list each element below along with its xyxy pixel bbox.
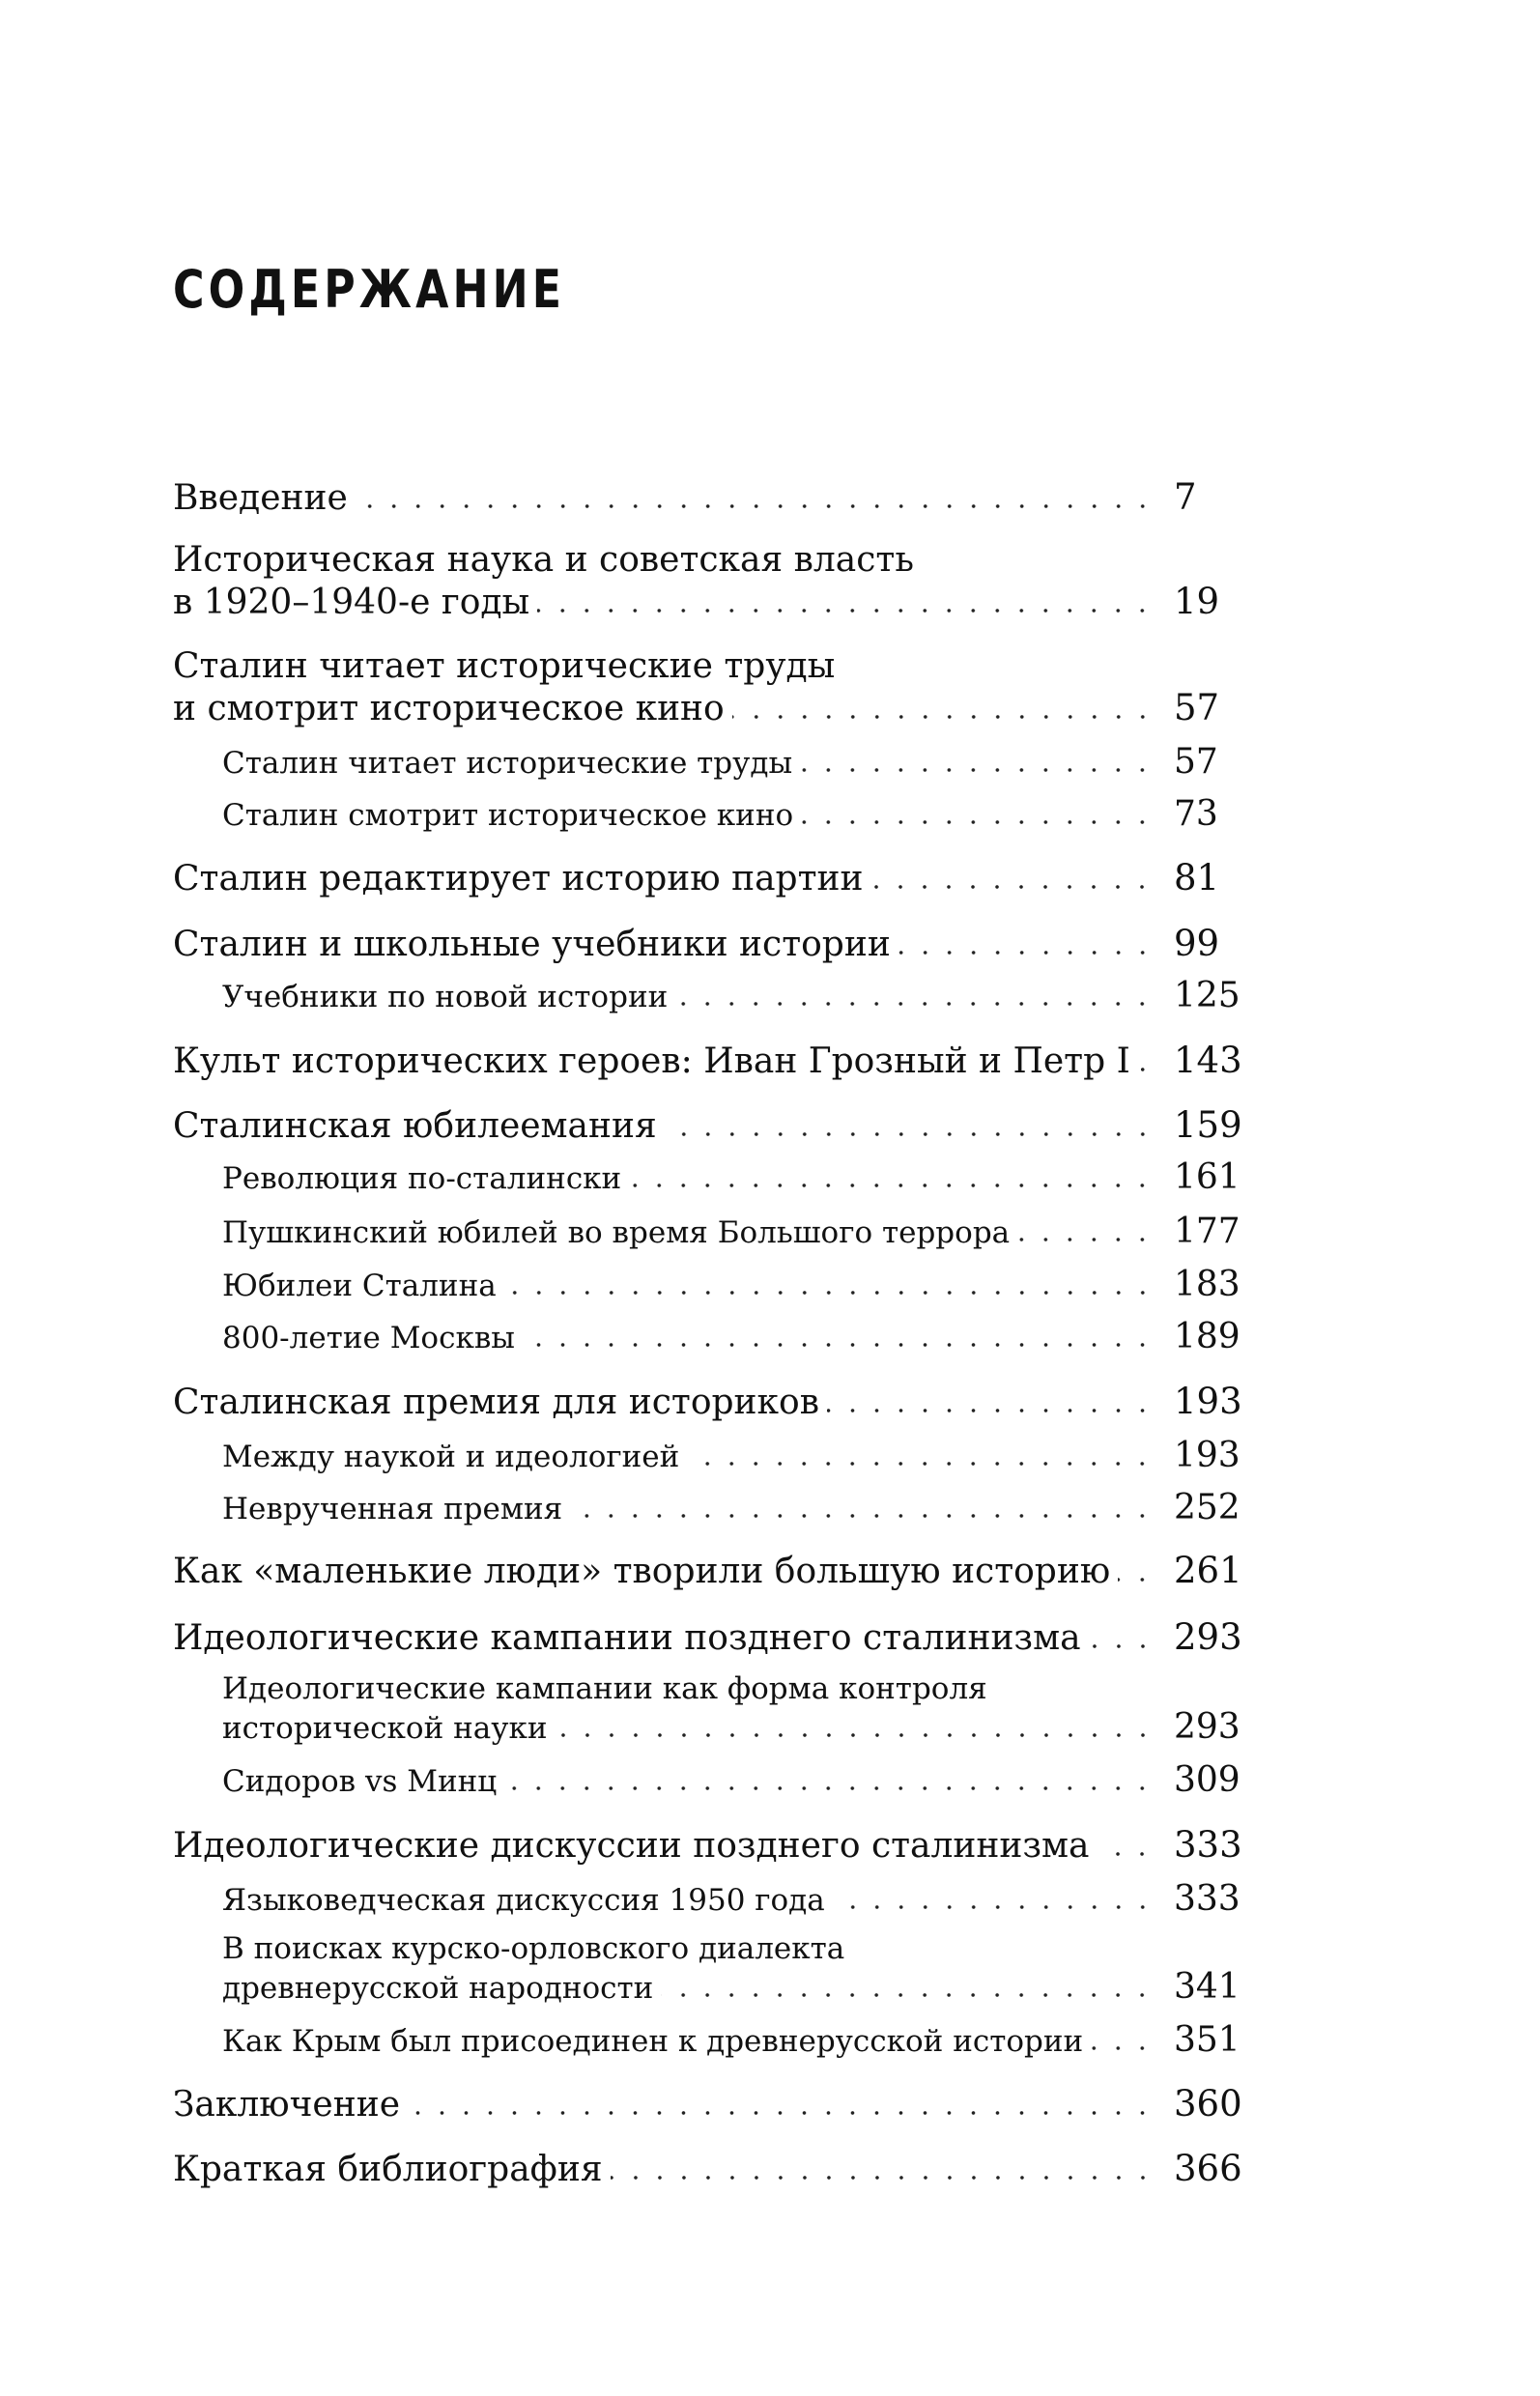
toc-entry-title: Идеологические кампании позднего сталинизма — [173, 1617, 1081, 1658]
page-number: 293 — [1174, 1615, 1242, 1658]
dot-leader — [870, 884, 1155, 890]
page-number: 341 — [1174, 1966, 1241, 2007]
dot-leader — [1017, 1237, 1155, 1242]
page-title: СОДЕРЖАНИЕ — [173, 259, 566, 320]
toc-entry[interactable] — [173, 923, 1255, 965]
toc-entry[interactable] — [173, 1381, 1255, 1423]
toc-entry-title: Как Крым был присоединен к древнерусской истории — [222, 2023, 1084, 2059]
page-number: 333 — [1174, 1823, 1242, 1866]
dot-leader — [675, 1001, 1155, 1007]
toc-entry[interactable] — [173, 857, 1255, 899]
dot-leader — [800, 767, 1155, 773]
toc-entry-title: и смотрит историческое кино — [173, 688, 725, 728]
toc-entry-title: Как «маленькие люди» творили большую историю — [173, 1551, 1111, 1591]
dot-leader — [732, 714, 1155, 720]
toc-entry-title: Пушкинский юбилей во время Большого террора — [222, 1214, 1011, 1250]
toc-entry-title: Между наукой и идеологией — [222, 1439, 680, 1474]
page-number: 19 — [1174, 580, 1220, 622]
page-number: 159 — [1174, 1103, 1242, 1146]
toc-entry-title: Историческая наука и советская власть — [173, 539, 914, 580]
toc-entry-title: Юбилеи Сталина — [222, 1268, 497, 1303]
dot-leader — [661, 1992, 1155, 1998]
toc-entry-title: Сталин читает исторические труды — [222, 745, 793, 781]
page-number: 57 — [1174, 741, 1218, 782]
page-number: 360 — [1174, 2082, 1242, 2125]
dot-leader — [611, 2175, 1155, 2181]
page-number: 309 — [1174, 1759, 1241, 1800]
page-number: 293 — [1174, 1706, 1241, 1747]
page-number: 161 — [1174, 1156, 1241, 1197]
toc-entry[interactable] — [222, 977, 1255, 1016]
dot-leader — [665, 1131, 1155, 1137]
page-number: 261 — [1174, 1549, 1242, 1591]
toc-entry[interactable] — [173, 1550, 1255, 1592]
page-number: 73 — [1174, 793, 1218, 834]
toc-entry-title: Сталин читает исторические труды — [173, 645, 836, 686]
toc-entry-title: Сталинская юбилеемания — [173, 1105, 657, 1146]
toc-entry[interactable] — [222, 795, 1255, 835]
toc-entry-title: Сталин и школьные учебники истории — [173, 924, 891, 964]
page-number: 333 — [1174, 1878, 1241, 1919]
toc-entry[interactable] — [173, 1104, 1255, 1147]
page-number: 351 — [1174, 2019, 1241, 2060]
toc-entry[interactable] — [222, 743, 1255, 783]
toc-entry-title: Введение — [173, 477, 348, 518]
page-number: 252 — [1174, 1487, 1241, 1527]
dot-leader — [833, 1904, 1155, 1910]
toc-entry-title: древнерусской народности — [222, 1970, 654, 2006]
toc-entry[interactable] — [173, 645, 1255, 729]
toc-entry-title: Краткая библиография — [173, 2149, 603, 2189]
toc-entry[interactable] — [173, 476, 1255, 519]
toc-entry-title: Неврученная премия — [222, 1491, 563, 1526]
toc-entry-title: Культ исторических героев: Иван Грозный и Петр I — [173, 1041, 1130, 1081]
toc-entry-title: в 1920–1940-е годы — [173, 582, 530, 622]
toc-entry[interactable] — [222, 2021, 1255, 2061]
toc-entry[interactable] — [222, 1930, 1255, 2008]
toc-entry-title: Революция по-сталински — [222, 1160, 622, 1196]
toc-entry[interactable] — [222, 1670, 1255, 1748]
toc-entry-title: В поисках курско-орловского диалекта — [222, 1930, 845, 1966]
page-number: 7 — [1174, 475, 1197, 518]
dot-leader — [1138, 1067, 1155, 1072]
toc-entry[interactable] — [222, 1318, 1255, 1357]
dot-leader — [570, 1513, 1155, 1519]
page-number: 99 — [1174, 922, 1220, 964]
dot-leader — [356, 503, 1155, 509]
page-number: 57 — [1174, 686, 1220, 728]
toc-entry[interactable] — [222, 1212, 1255, 1252]
page-number: 193 — [1174, 1435, 1241, 1475]
toc-entry[interactable] — [173, 1824, 1255, 1867]
dot-leader — [1118, 1577, 1155, 1583]
toc-entry-title: Сидоров vs Минц — [222, 1763, 498, 1799]
toc-entry[interactable] — [222, 1489, 1255, 1528]
page-number: 189 — [1174, 1316, 1241, 1356]
dot-leader — [898, 950, 1155, 956]
page-number: 177 — [1174, 1211, 1241, 1251]
dot-leader — [504, 1785, 1155, 1791]
toc-entry-title: Идеологические дискуссии позднего сталинизма — [173, 1825, 1090, 1866]
page-number: 193 — [1174, 1380, 1242, 1422]
toc-entry-title: Сталин редактирует историю партии — [173, 858, 864, 898]
dot-leader — [408, 2110, 1155, 2116]
dot-leader — [1097, 1851, 1155, 1857]
dot-leader — [556, 1732, 1155, 1738]
toc-entry-title: 800-летие Москвы — [222, 1320, 515, 1355]
toc-entry[interactable] — [222, 1880, 1255, 1920]
dot-leader — [687, 1461, 1155, 1467]
toc-entry-title: Учебники по новой истории — [222, 979, 669, 1014]
dot-leader — [827, 1408, 1155, 1413]
toc-entry-title: Идеологические кампании как форма контроля — [222, 1670, 987, 1706]
toc-entry[interactable] — [173, 2083, 1255, 2125]
toc-entry-title: исторической науки — [222, 1710, 548, 1746]
dot-leader — [1089, 1643, 1155, 1649]
dot-leader — [1091, 2045, 1155, 2051]
toc-entry[interactable] — [222, 1437, 1255, 1476]
dot-leader — [504, 1290, 1155, 1296]
page-number: 81 — [1174, 856, 1220, 898]
toc-entry[interactable] — [222, 1158, 1255, 1198]
toc-entry-title: Сталинская премия для историков — [173, 1382, 819, 1422]
page-number: 143 — [1174, 1039, 1242, 1081]
toc-entry-title: Заключение — [173, 2084, 401, 2125]
toc-entry[interactable] — [173, 1040, 1255, 1082]
page-number: 125 — [1174, 975, 1241, 1015]
toc-entry[interactable] — [222, 1266, 1255, 1305]
dot-leader — [801, 819, 1155, 825]
dot-leader — [537, 608, 1155, 613]
toc-entry[interactable] — [173, 1616, 1255, 1659]
toc-entry[interactable] — [173, 539, 1255, 623]
toc-entry[interactable] — [173, 2148, 1255, 2190]
page-number: 183 — [1174, 1264, 1241, 1304]
toc-entry-title: Сталин смотрит историческое кино — [222, 797, 794, 833]
dot-leader — [523, 1342, 1155, 1348]
toc-entry[interactable] — [222, 1761, 1255, 1801]
dot-leader — [629, 1183, 1155, 1188]
toc-entry-title: Языковедческая дискуссия 1950 года — [222, 1882, 825, 1918]
page-number: 366 — [1174, 2147, 1242, 2189]
